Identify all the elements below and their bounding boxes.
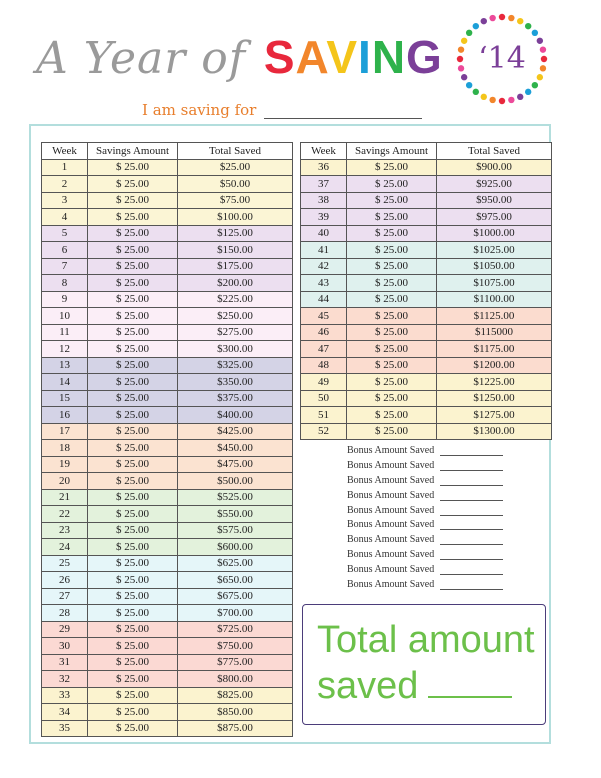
table-row bbox=[301, 242, 552, 259]
week-cell: 37 bbox=[301, 176, 347, 193]
bonus-amount-row bbox=[347, 549, 507, 564]
amount-cell: $ 25.00 bbox=[88, 522, 178, 539]
total-cell: $100.00 bbox=[178, 209, 293, 226]
year-badge bbox=[455, 12, 549, 106]
amount-cell: $ 25.00 bbox=[347, 407, 437, 424]
bonus-amount-label: Bonus Amount Saved bbox=[347, 445, 435, 456]
total-cell: $850.00 bbox=[178, 704, 293, 721]
year-badge-text: ‘14 bbox=[478, 41, 526, 76]
table-row bbox=[42, 539, 293, 556]
week-cell: 48 bbox=[301, 357, 347, 374]
total-cell: $150.00 bbox=[178, 242, 293, 259]
amount-cell: $ 25.00 bbox=[88, 242, 178, 259]
amount-cell: $ 25.00 bbox=[88, 440, 178, 457]
total-cell: $750.00 bbox=[178, 638, 293, 655]
amount-cell: $ 25.00 bbox=[347, 291, 437, 308]
table-row bbox=[42, 407, 293, 424]
amount-cell: $ 25.00 bbox=[347, 209, 437, 226]
total-saved-label: saved bbox=[317, 665, 419, 707]
amount-cell: $ 25.00 bbox=[88, 572, 178, 589]
table-row bbox=[301, 291, 552, 308]
total-cell: $75.00 bbox=[178, 192, 293, 209]
amount-cell: $ 25.00 bbox=[88, 374, 178, 391]
total-cell: $175.00 bbox=[178, 258, 293, 275]
bonus-amount-row bbox=[347, 445, 507, 460]
week-cell: 41 bbox=[301, 242, 347, 259]
week-cell: 24 bbox=[42, 539, 88, 556]
total-cell: $900.00 bbox=[437, 159, 552, 176]
table-row bbox=[42, 671, 293, 688]
amount-cell: $ 25.00 bbox=[347, 308, 437, 325]
bonus-amount-row bbox=[347, 460, 507, 475]
bonus-amount-label: Bonus Amount Saved bbox=[347, 459, 435, 471]
table-row bbox=[301, 374, 552, 391]
total-cell: $350.00 bbox=[178, 374, 293, 391]
header-week: Week bbox=[301, 143, 347, 160]
amount-cell: $ 25.00 bbox=[88, 192, 178, 209]
table-row bbox=[42, 423, 293, 440]
total-saved-line bbox=[317, 665, 512, 708]
week-cell: 43 bbox=[301, 275, 347, 292]
amount-cell: $ 25.00 bbox=[88, 539, 178, 556]
amount-cell: $ 25.00 bbox=[88, 407, 178, 424]
total-cell: $275.00 bbox=[178, 324, 293, 341]
table-row bbox=[42, 588, 293, 605]
title-letter: S bbox=[263, 31, 296, 83]
table-row bbox=[42, 473, 293, 490]
amount-cell: $ 25.00 bbox=[88, 473, 178, 490]
total-cell: $200.00 bbox=[178, 275, 293, 292]
total-cell: $425.00 bbox=[178, 423, 293, 440]
bonus-amount-row bbox=[347, 519, 507, 534]
bonus-amount-row bbox=[347, 564, 507, 579]
bonus-amount-label: Bonus Amount Saved bbox=[347, 519, 435, 531]
total-cell: $500.00 bbox=[178, 473, 293, 490]
week-cell: 6 bbox=[42, 242, 88, 259]
total-cell: $115000 bbox=[437, 324, 552, 341]
amount-cell: $ 25.00 bbox=[88, 275, 178, 292]
table-row bbox=[42, 374, 293, 391]
week-cell: 8 bbox=[42, 275, 88, 292]
week-cell: 33 bbox=[42, 687, 88, 704]
week-cell: 51 bbox=[301, 407, 347, 424]
total-cell: $975.00 bbox=[437, 209, 552, 226]
table-row bbox=[301, 225, 552, 242]
table-row bbox=[42, 456, 293, 473]
total-cell: $325.00 bbox=[178, 357, 293, 374]
header-total-saved: Total Saved bbox=[437, 143, 552, 160]
title-letter: G bbox=[406, 31, 443, 83]
amount-cell: $ 25.00 bbox=[88, 209, 178, 226]
total-cell: $1075.00 bbox=[437, 275, 552, 292]
week-cell: 44 bbox=[301, 291, 347, 308]
amount-cell: $ 25.00 bbox=[347, 357, 437, 374]
bonus-blank-line bbox=[440, 454, 503, 456]
week-cell: 35 bbox=[42, 720, 88, 737]
table-row bbox=[42, 654, 293, 671]
table-header-row bbox=[42, 143, 293, 160]
week-cell: 42 bbox=[301, 258, 347, 275]
total-cell: $875.00 bbox=[178, 720, 293, 737]
amount-cell: $ 25.00 bbox=[88, 704, 178, 721]
bonus-amount-label: Bonus Amount Saved bbox=[347, 549, 435, 561]
amount-cell: $ 25.00 bbox=[88, 341, 178, 358]
header-savings-amount: Savings Amount bbox=[88, 143, 178, 160]
amount-cell: $ 25.00 bbox=[88, 357, 178, 374]
table-row bbox=[42, 291, 293, 308]
amount-cell: $ 25.00 bbox=[88, 588, 178, 605]
bonus-blank-line bbox=[440, 543, 503, 545]
amount-cell: $ 25.00 bbox=[88, 605, 178, 622]
total-cell: $125.00 bbox=[178, 225, 293, 242]
saving-for-label: I am saving for bbox=[142, 101, 257, 119]
amount-cell: $ 25.00 bbox=[347, 324, 437, 341]
total-cell: $1200.00 bbox=[437, 357, 552, 374]
amount-cell: $ 25.00 bbox=[88, 489, 178, 506]
week-cell: 19 bbox=[42, 456, 88, 473]
week-cell: 45 bbox=[301, 308, 347, 325]
amount-cell: $ 25.00 bbox=[88, 456, 178, 473]
header-total-saved: Total Saved bbox=[178, 143, 293, 160]
total-cell: $250.00 bbox=[178, 308, 293, 325]
table-row bbox=[42, 258, 293, 275]
title-letter: V bbox=[326, 31, 359, 83]
total-cell: $50.00 bbox=[178, 176, 293, 193]
bonus-amount-label: Bonus Amount Saved bbox=[347, 504, 435, 516]
table-row bbox=[301, 423, 552, 440]
bonus-blank-line bbox=[440, 573, 503, 575]
bonus-amount-row bbox=[347, 534, 507, 549]
amount-cell: $ 25.00 bbox=[347, 242, 437, 259]
title-script-text: A Year of bbox=[36, 33, 247, 84]
total-cell: $1100.00 bbox=[437, 291, 552, 308]
week-cell: 1 bbox=[42, 159, 88, 176]
table-row bbox=[42, 242, 293, 259]
amount-cell: $ 25.00 bbox=[88, 159, 178, 176]
bonus-amount-row bbox=[347, 490, 507, 505]
week-cell: 17 bbox=[42, 423, 88, 440]
amount-cell: $ 25.00 bbox=[88, 638, 178, 655]
week-cell: 26 bbox=[42, 572, 88, 589]
amount-cell: $ 25.00 bbox=[88, 258, 178, 275]
amount-cell: $ 25.00 bbox=[88, 324, 178, 341]
savings-table-left bbox=[41, 142, 293, 737]
table-row bbox=[42, 720, 293, 737]
table-row bbox=[42, 192, 293, 209]
savings-table-right bbox=[300, 142, 552, 440]
week-cell: 50 bbox=[301, 390, 347, 407]
bonus-blank-line bbox=[440, 514, 503, 516]
week-cell: 27 bbox=[42, 588, 88, 605]
table-row bbox=[42, 324, 293, 341]
bonus-blank-line bbox=[440, 484, 503, 486]
amount-cell: $ 25.00 bbox=[88, 225, 178, 242]
table-row bbox=[301, 275, 552, 292]
total-cell: $775.00 bbox=[178, 654, 293, 671]
week-cell: 7 bbox=[42, 258, 88, 275]
total-cell: $1175.00 bbox=[437, 341, 552, 358]
week-cell: 10 bbox=[42, 308, 88, 325]
table-row bbox=[42, 572, 293, 589]
week-cell: 18 bbox=[42, 440, 88, 457]
total-cell: $525.00 bbox=[178, 489, 293, 506]
table-row bbox=[301, 159, 552, 176]
week-cell: 23 bbox=[42, 522, 88, 539]
table-row bbox=[42, 159, 293, 176]
total-cell: $1000.00 bbox=[437, 225, 552, 242]
total-cell: $650.00 bbox=[178, 572, 293, 589]
bonus-amount-label: Bonus Amount Saved bbox=[347, 579, 435, 591]
week-cell: 21 bbox=[42, 489, 88, 506]
amount-cell: $ 25.00 bbox=[347, 423, 437, 440]
week-cell: 40 bbox=[301, 225, 347, 242]
bonus-amount-label: Bonus Amount Saved bbox=[347, 474, 435, 486]
total-cell: $450.00 bbox=[178, 440, 293, 457]
saving-for-field bbox=[142, 101, 422, 119]
amount-cell: $ 25.00 bbox=[347, 176, 437, 193]
header-savings-amount: Savings Amount bbox=[347, 143, 437, 160]
header-week: Week bbox=[42, 143, 88, 160]
total-cell: $950.00 bbox=[437, 192, 552, 209]
week-cell: 16 bbox=[42, 407, 88, 424]
table-row bbox=[42, 489, 293, 506]
bonus-amount-label: Bonus Amount Saved bbox=[347, 489, 435, 501]
total-saved-blank-line bbox=[428, 695, 512, 698]
week-cell: 2 bbox=[42, 176, 88, 193]
week-cell: 47 bbox=[301, 341, 347, 358]
total-cell: $625.00 bbox=[178, 555, 293, 572]
week-cell: 9 bbox=[42, 291, 88, 308]
total-cell: $225.00 bbox=[178, 291, 293, 308]
week-cell: 15 bbox=[42, 390, 88, 407]
table-row bbox=[301, 357, 552, 374]
title-letter: I bbox=[358, 31, 372, 83]
week-cell: 20 bbox=[42, 473, 88, 490]
total-cell: $700.00 bbox=[178, 605, 293, 622]
table-row bbox=[301, 209, 552, 226]
total-cell: $25.00 bbox=[178, 159, 293, 176]
amount-cell: $ 25.00 bbox=[88, 555, 178, 572]
amount-cell: $ 25.00 bbox=[88, 506, 178, 523]
bonus-blank-line bbox=[440, 588, 503, 590]
table-row bbox=[301, 407, 552, 424]
title-letter: N bbox=[371, 31, 407, 83]
table-row bbox=[42, 275, 293, 292]
week-cell: 12 bbox=[42, 341, 88, 358]
table-row bbox=[301, 308, 552, 325]
total-cell: $575.00 bbox=[178, 522, 293, 539]
table-row bbox=[42, 357, 293, 374]
title-saving-word bbox=[250, 31, 443, 83]
total-cell: $825.00 bbox=[178, 687, 293, 704]
table-row bbox=[301, 324, 552, 341]
table-row bbox=[42, 638, 293, 655]
table-row bbox=[42, 704, 293, 721]
week-cell: 5 bbox=[42, 225, 88, 242]
saving-for-blank-line bbox=[264, 117, 422, 119]
table-header-row bbox=[301, 143, 552, 160]
total-cell: $375.00 bbox=[178, 390, 293, 407]
table-row bbox=[42, 522, 293, 539]
table-row bbox=[42, 605, 293, 622]
week-cell: 39 bbox=[301, 209, 347, 226]
table-row bbox=[42, 555, 293, 572]
total-cell: $1125.00 bbox=[437, 308, 552, 325]
week-cell: 30 bbox=[42, 638, 88, 655]
total-cell: $1225.00 bbox=[437, 374, 552, 391]
total-amount-label: Total amount bbox=[317, 619, 535, 661]
table-row bbox=[42, 341, 293, 358]
amount-cell: $ 25.00 bbox=[347, 159, 437, 176]
bonus-amount-label: Bonus Amount Saved bbox=[347, 564, 435, 576]
week-cell: 46 bbox=[301, 324, 347, 341]
amount-cell: $ 25.00 bbox=[347, 192, 437, 209]
bonus-amount-row bbox=[347, 475, 507, 490]
table-row bbox=[42, 209, 293, 226]
amount-cell: $ 25.00 bbox=[88, 654, 178, 671]
week-cell: 13 bbox=[42, 357, 88, 374]
total-amount-box bbox=[302, 604, 546, 725]
total-cell: $1250.00 bbox=[437, 390, 552, 407]
week-cell: 49 bbox=[301, 374, 347, 391]
table-row bbox=[301, 390, 552, 407]
week-cell: 11 bbox=[42, 324, 88, 341]
bonus-amount-label: Bonus Amount Saved bbox=[347, 534, 435, 546]
total-cell: $1050.00 bbox=[437, 258, 552, 275]
week-cell: 28 bbox=[42, 605, 88, 622]
total-cell: $1025.00 bbox=[437, 242, 552, 259]
bonus-amount-list bbox=[347, 445, 507, 594]
bonus-blank-line bbox=[440, 469, 503, 471]
week-cell: 14 bbox=[42, 374, 88, 391]
total-cell: $550.00 bbox=[178, 506, 293, 523]
total-cell: $1300.00 bbox=[437, 423, 552, 440]
amount-cell: $ 25.00 bbox=[88, 176, 178, 193]
bonus-amount-row bbox=[347, 505, 507, 520]
amount-cell: $ 25.00 bbox=[347, 390, 437, 407]
week-cell: 38 bbox=[301, 192, 347, 209]
table-row bbox=[301, 192, 552, 209]
bonus-amount-row bbox=[347, 579, 507, 594]
bonus-blank-line bbox=[440, 499, 503, 501]
total-cell: $300.00 bbox=[178, 341, 293, 358]
week-cell: 3 bbox=[42, 192, 88, 209]
amount-cell: $ 25.00 bbox=[347, 225, 437, 242]
total-cell: $675.00 bbox=[178, 588, 293, 605]
total-cell: $400.00 bbox=[178, 407, 293, 424]
amount-cell: $ 25.00 bbox=[347, 374, 437, 391]
amount-cell: $ 25.00 bbox=[88, 671, 178, 688]
table-row bbox=[42, 621, 293, 638]
amount-cell: $ 25.00 bbox=[88, 390, 178, 407]
week-cell: 22 bbox=[42, 506, 88, 523]
amount-cell: $ 25.00 bbox=[88, 687, 178, 704]
table-row bbox=[301, 341, 552, 358]
bonus-blank-line bbox=[440, 558, 503, 560]
week-cell: 29 bbox=[42, 621, 88, 638]
week-cell: 4 bbox=[42, 209, 88, 226]
bonus-blank-line bbox=[440, 528, 503, 530]
total-cell: $475.00 bbox=[178, 456, 293, 473]
table-row bbox=[42, 308, 293, 325]
week-cell: 25 bbox=[42, 555, 88, 572]
table-row bbox=[42, 225, 293, 242]
table-row bbox=[301, 176, 552, 193]
table-row bbox=[42, 176, 293, 193]
table-row bbox=[301, 258, 552, 275]
table-row bbox=[42, 390, 293, 407]
total-cell: $725.00 bbox=[178, 621, 293, 638]
title-letter: A bbox=[295, 31, 327, 83]
amount-cell: $ 25.00 bbox=[88, 621, 178, 638]
table-row bbox=[42, 687, 293, 704]
week-cell: 52 bbox=[301, 423, 347, 440]
amount-cell: $ 25.00 bbox=[347, 275, 437, 292]
week-cell: 36 bbox=[301, 159, 347, 176]
page-title bbox=[36, 30, 443, 90]
total-cell: $1275.00 bbox=[437, 407, 552, 424]
table-row bbox=[42, 506, 293, 523]
amount-cell: $ 25.00 bbox=[88, 423, 178, 440]
amount-cell: $ 25.00 bbox=[347, 341, 437, 358]
amount-cell: $ 25.00 bbox=[88, 291, 178, 308]
total-cell: $925.00 bbox=[437, 176, 552, 193]
week-cell: 31 bbox=[42, 654, 88, 671]
amount-cell: $ 25.00 bbox=[347, 258, 437, 275]
table-row bbox=[42, 440, 293, 457]
amount-cell: $ 25.00 bbox=[88, 720, 178, 737]
week-cell: 32 bbox=[42, 671, 88, 688]
total-cell: $600.00 bbox=[178, 539, 293, 556]
total-cell: $800.00 bbox=[178, 671, 293, 688]
week-cell: 34 bbox=[42, 704, 88, 721]
amount-cell: $ 25.00 bbox=[88, 308, 178, 325]
